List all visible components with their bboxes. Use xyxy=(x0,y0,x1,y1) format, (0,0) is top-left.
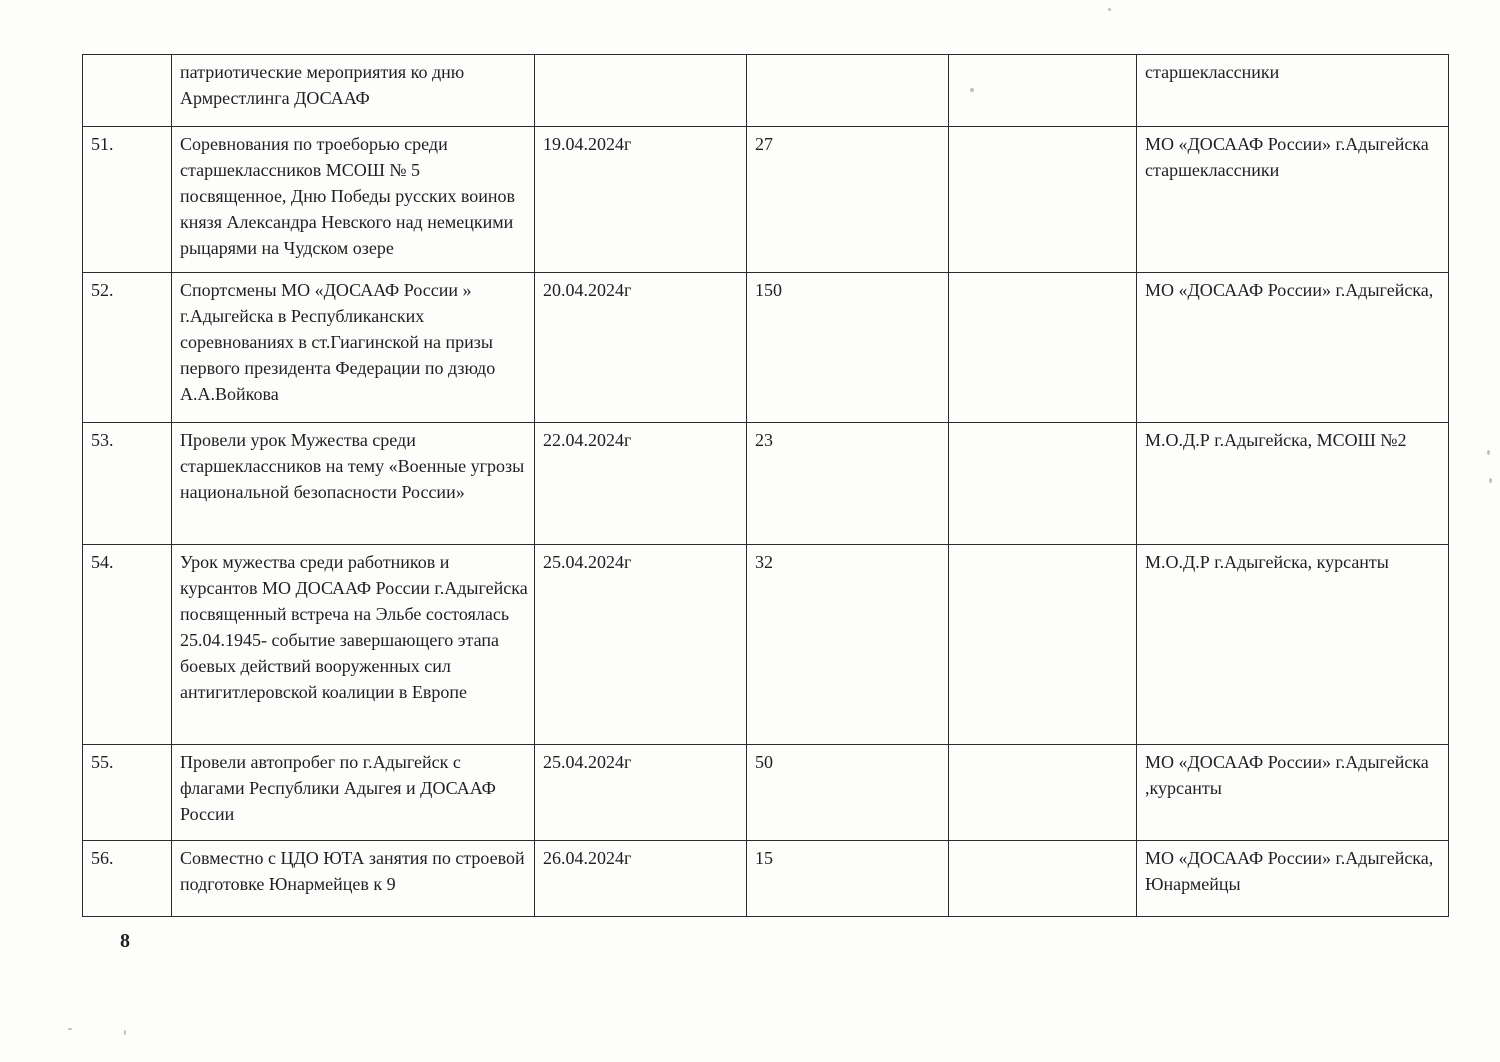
event-date: 25.04.2024г xyxy=(535,745,747,841)
event-date: 26.04.2024г xyxy=(535,841,747,917)
scan-speck xyxy=(1108,8,1111,11)
scan-speck xyxy=(68,1028,72,1030)
event-description: Провели автопробег по г.Адыгейск с флагами Республики Адыгея и ДОСААФ России xyxy=(172,745,535,841)
page-number: 8 xyxy=(120,930,130,952)
participant-count: 27 xyxy=(747,127,949,273)
row-number: 55. xyxy=(83,745,172,841)
table-row xyxy=(83,273,1449,423)
participant-count: 15 xyxy=(747,841,949,917)
empty-cell xyxy=(949,745,1137,841)
participant-count: 32 xyxy=(747,545,949,745)
event-date: 25.04.2024г xyxy=(535,545,747,745)
event-description: Провели урок Мужества среди старшеклассников на тему «Военные угрозы национальной безопасности России» xyxy=(172,423,535,545)
organizer: М.О.Д.Р г.Адыгейска, МСОШ №2 xyxy=(1137,423,1449,545)
participant-count xyxy=(747,55,949,127)
scan-speck xyxy=(1487,450,1490,455)
empty-cell xyxy=(949,841,1137,917)
event-description: патриотические мероприятия ко дню Армрестлинга ДОСААФ xyxy=(172,55,535,127)
empty-cell xyxy=(949,55,1137,127)
organizer: МО «ДОСААФ России» г.Адыгейска, Юнармейцы xyxy=(1137,841,1449,917)
event-description: Соревнования по троеборью среди старшеклассников МСОШ № 5 посвященное, Дню Победы русских воинов князя Александра Невского над немецкими рыцарями на Чудском озере xyxy=(172,127,535,273)
empty-cell xyxy=(949,545,1137,745)
organizer: МО «ДОСААФ России» г.Адыгейска ,курсанты xyxy=(1137,745,1449,841)
empty-cell xyxy=(949,273,1137,423)
row-number xyxy=(83,55,172,127)
participant-count: 150 xyxy=(747,273,949,423)
organizer: МО «ДОСААФ России» г.Адыгейска, xyxy=(1137,273,1449,423)
empty-cell xyxy=(949,423,1137,545)
scan-speck xyxy=(1489,478,1492,483)
event-date: 22.04.2024г xyxy=(535,423,747,545)
row-number: 51. xyxy=(83,127,172,273)
table-row xyxy=(83,55,1449,127)
scan-speck xyxy=(970,88,974,92)
table-row xyxy=(83,545,1449,745)
table-row xyxy=(83,841,1449,917)
organizer: М.О.Д.Р г.Адыгейска, курсанты xyxy=(1137,545,1449,745)
events-table xyxy=(82,54,1449,917)
empty-cell xyxy=(949,127,1137,273)
event-description: Урок мужества среди работников и курсантов МО ДОСААФ России г.Адыгейска посвященный встреча на Эльбе состоялась 25.04.1945- событие завершающего этапа боевых действий вооруженных сил антигитлеровской коалиции в Европе xyxy=(172,545,535,745)
row-number: 54. xyxy=(83,545,172,745)
table-row xyxy=(83,127,1449,273)
participant-count: 23 xyxy=(747,423,949,545)
event-date: 19.04.2024г xyxy=(535,127,747,273)
table-row xyxy=(83,745,1449,841)
participant-count: 50 xyxy=(747,745,949,841)
table-row xyxy=(83,423,1449,545)
organizer: старшеклассники xyxy=(1137,55,1449,127)
event-date xyxy=(535,55,747,127)
row-number: 56. xyxy=(83,841,172,917)
event-description: Спортсмены МО «ДОСААФ России » г.Адыгейска в Республиканских соревнованиях в ст.Гиагинской на призы первого президента Федерации по дзюдо А.А.Войкова xyxy=(172,273,535,423)
row-number: 53. xyxy=(83,423,172,545)
organizer: МО «ДОСААФ России» г.Адыгейска старшеклассники xyxy=(1137,127,1449,273)
event-description: Совместно с ЦДО ЮТА занятия по строевой подготовке Юнармейцев к 9 xyxy=(172,841,535,917)
row-number: 52. xyxy=(83,273,172,423)
event-date: 20.04.2024г xyxy=(535,273,747,423)
scan-speck xyxy=(124,1030,126,1035)
